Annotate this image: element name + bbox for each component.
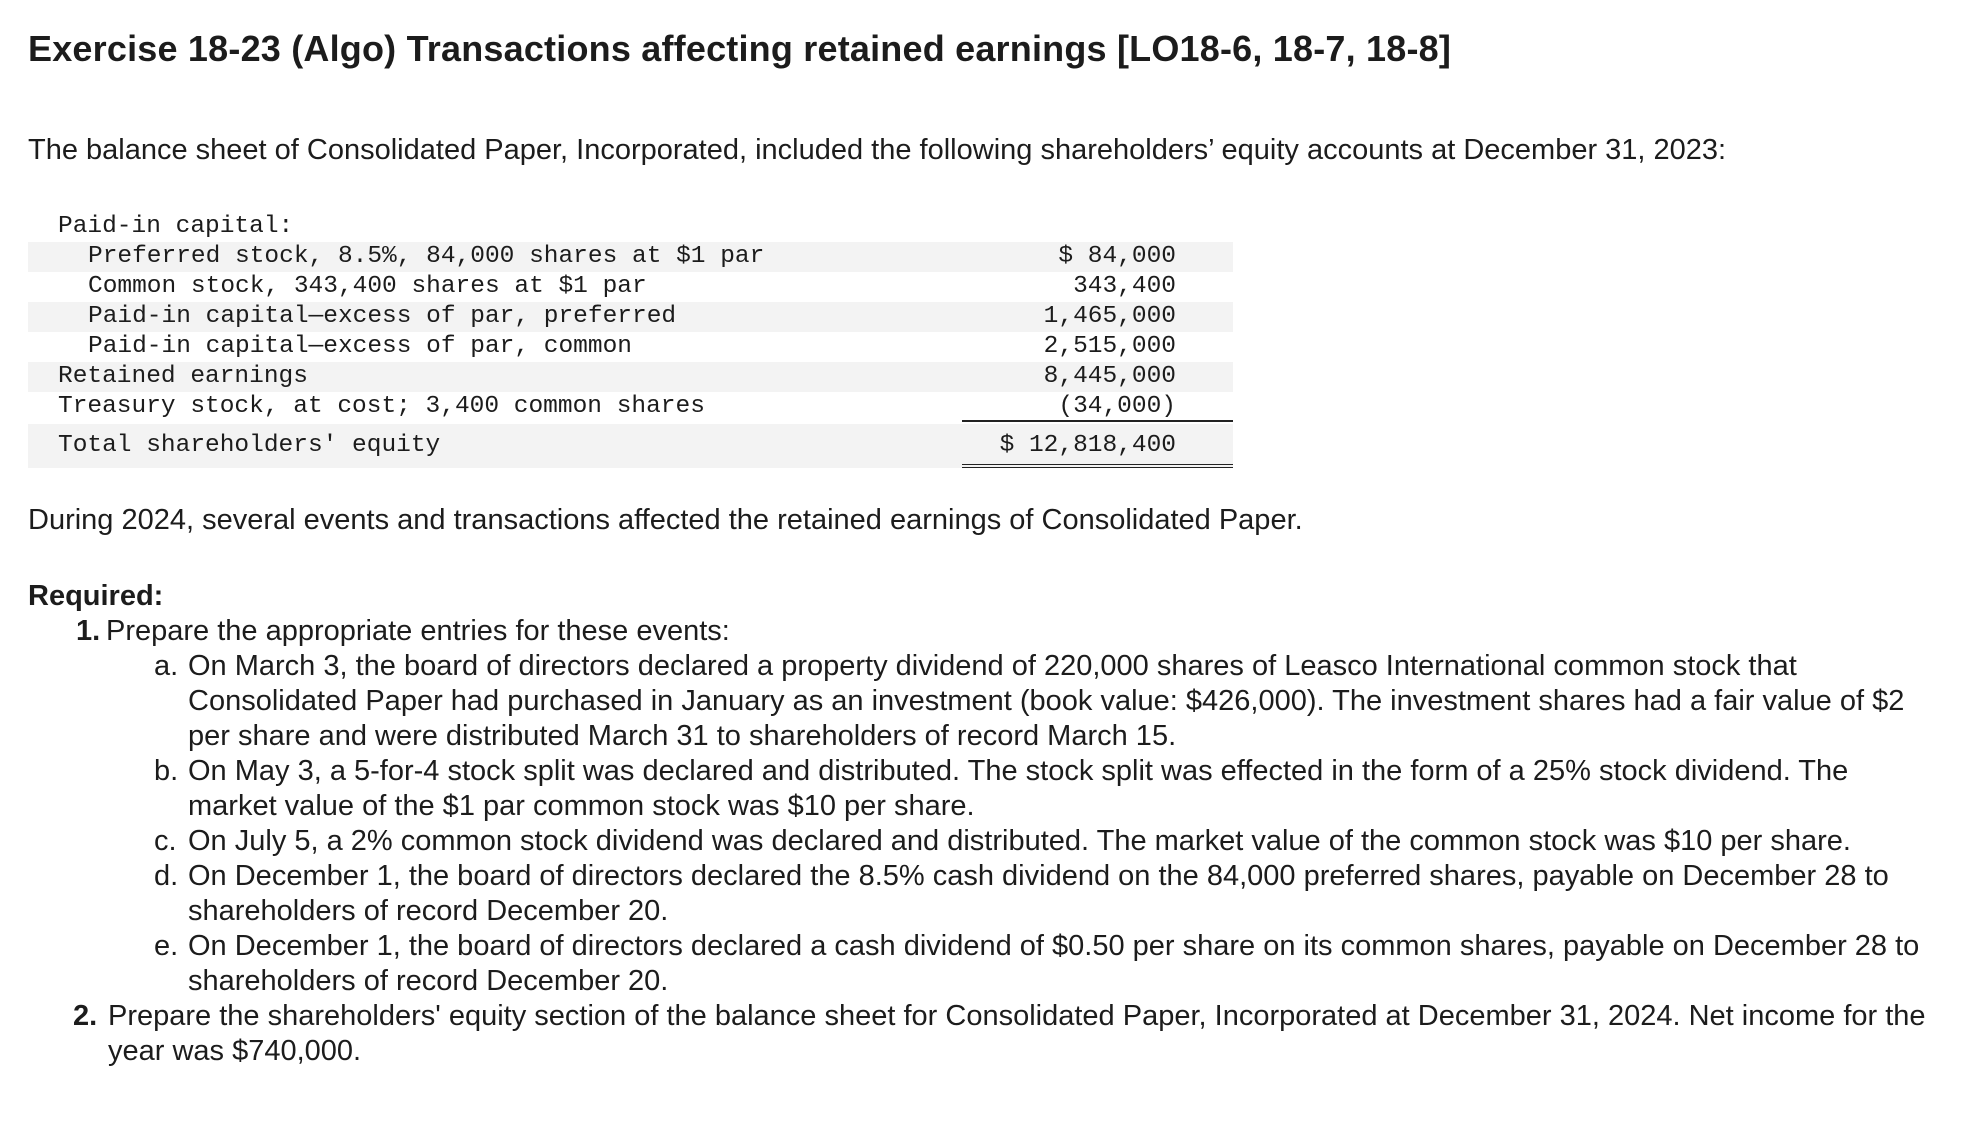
total-amount: $ 12,818,400 — [999, 432, 1176, 459]
list-item — [28, 649, 1933, 754]
sub-text: On July 5, a 2% common stock dividend was declared and distributed. The market value of the common stock was $10 per share. — [188, 825, 1851, 857]
row-label: Retained earnings — [58, 363, 308, 390]
total-label: Total shareholders' equity — [58, 432, 441, 459]
sub-text: On December 1, the board of directors declared a cash dividend of $0.50 per share on its common shares, payable on December 28 to shareholders of record December 20. — [188, 930, 1920, 997]
required-list — [28, 614, 1933, 1069]
row-label: Preferred stock, 8.5%, 84,000 shares at $1 par — [88, 243, 765, 270]
intro-text: The balance sheet of Consolidated Paper, Incorporated, included the following shareholders’ equity accounts at December 31, 2023: — [28, 134, 1727, 166]
row-label: Paid-in capital—excess of par, common — [88, 333, 632, 360]
total-row — [28, 424, 1233, 468]
sub-letter: b. — [154, 755, 179, 787]
row-amount: 1,465,000 — [1043, 303, 1176, 330]
sub-letter: e. — [154, 930, 179, 962]
list-item — [28, 614, 1933, 999]
row-amount: 8,445,000 — [1043, 363, 1176, 390]
page-title: Exercise 18-23 (Algo) Transactions affecting retained earnings [LO18-6, 18-7, 18-8] — [28, 28, 1452, 69]
list-item — [28, 999, 1933, 1069]
sub-text: On March 3, the board of directors declared a property dividend of 220,000 shares of Leasco International common stock that Consolidated Paper had purchased in January as an investment (book value: $426,000). The investment shares had a fair value of $2 per share and were distributed March 31 to shareholders of record March 15. — [188, 650, 1905, 752]
row-label: Common stock, 343,400 shares at $1 par — [88, 273, 647, 300]
row-label: Paid-in capital: — [58, 213, 294, 240]
table-row — [28, 272, 1233, 302]
sub-letter: a. — [154, 650, 179, 682]
list-item — [28, 929, 1933, 999]
item-text: Prepare the shareholders' equity section of the balance sheet for Consolidated Paper, Incorporated at December 31, 2024. Net income for the year was $740,000. — [108, 1000, 1926, 1067]
required-heading: Required: — [28, 580, 164, 612]
table-row — [28, 242, 1233, 272]
row-label: Treasury stock, at cost; 3,400 common shares — [58, 393, 705, 420]
list-item — [28, 859, 1933, 929]
balance-sheet-table — [28, 212, 1233, 468]
row-amount: 343,400 — [1073, 273, 1176, 300]
row-amount: $ 84,000 — [1058, 243, 1176, 270]
table-row — [28, 392, 1233, 422]
sub-letter: d. — [154, 860, 179, 892]
table-row — [28, 302, 1233, 332]
item-number: 1. — [76, 615, 101, 647]
row-amount: (34,000) — [1058, 393, 1176, 420]
item-text: Prepare the appropriate entries for these events: — [106, 615, 730, 647]
list-item — [28, 824, 1933, 859]
item-number: 2. — [73, 1000, 98, 1032]
row-amount: 2,515,000 — [1043, 333, 1176, 360]
table-row — [28, 362, 1233, 392]
sub-letter: c. — [154, 825, 177, 857]
table-row — [28, 212, 1233, 242]
sub-text: On December 1, the board of directors declared the 8.5% cash dividend on the 84,000 preferred shares, payable on December 28 to shareholders of record December 20. — [188, 860, 1889, 927]
during-text: During 2024, several events and transactions affected the retained earnings of Consolidated Paper. — [28, 504, 1303, 536]
row-label: Paid-in capital—excess of par, preferred — [88, 303, 677, 330]
sub-text: On May 3, a 5-for-4 stock split was declared and distributed. The stock split was effected in the form of a 25% stock dividend. The market value of the $1 par common stock was $10 per share. — [188, 755, 1849, 822]
table-row — [28, 332, 1233, 362]
list-item — [28, 754, 1933, 824]
